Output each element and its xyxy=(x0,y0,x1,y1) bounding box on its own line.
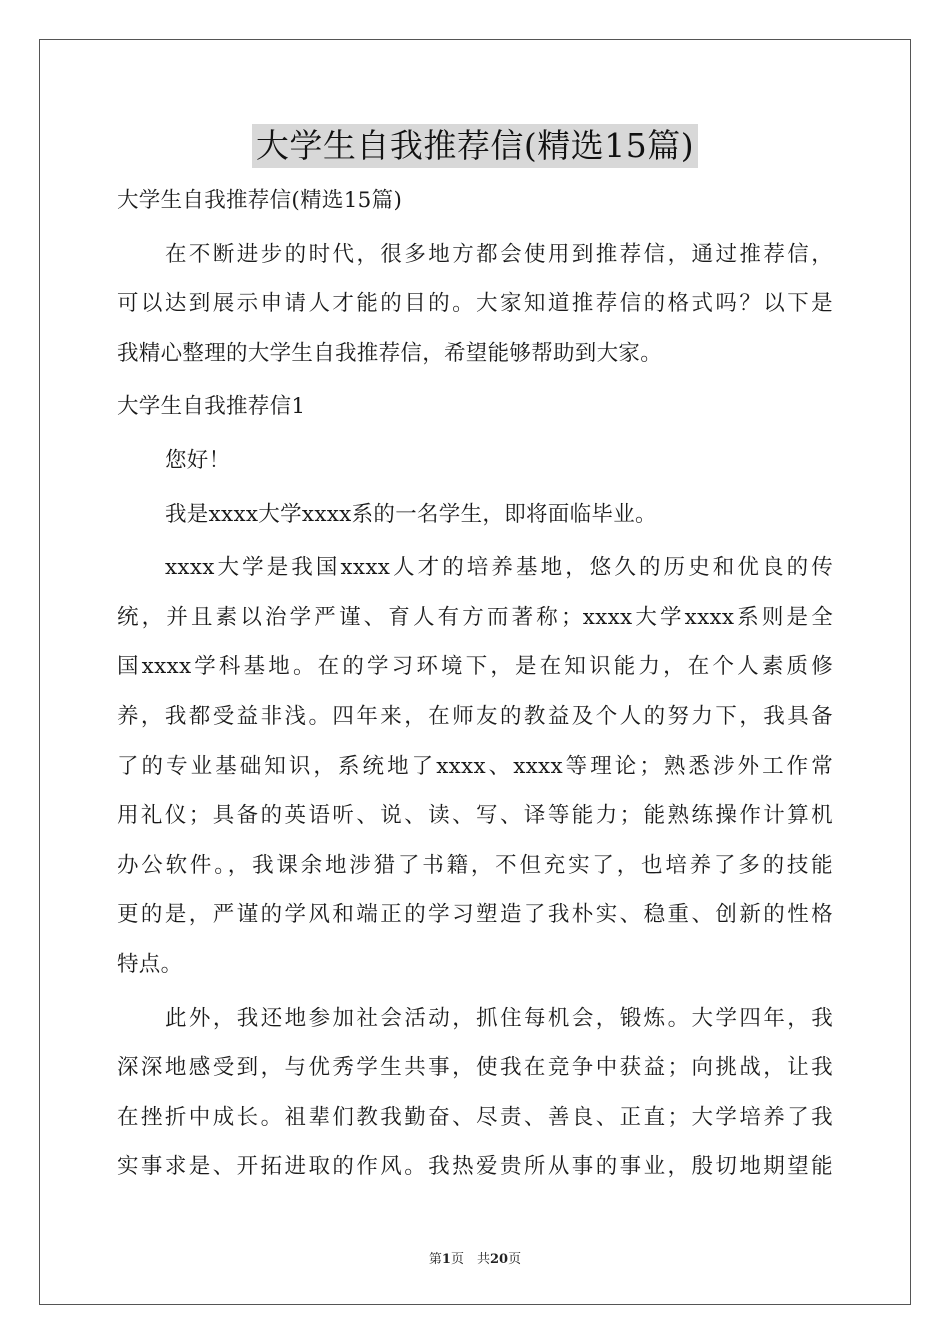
footer-page-suffix: 页 xyxy=(508,1252,522,1267)
subtitle: 大学生自我推荐信(精选15篇) xyxy=(117,188,403,213)
page-footer xyxy=(0,1248,950,1267)
footer-page-number: 1 xyxy=(441,1252,451,1267)
intro-line: 可以达到展示申请人才能的目的。大家知道推荐信的格式吗？以下是 xyxy=(117,291,833,317)
paragraph-2-line: 统，并且素以治学严谨、育人有方而著称；xxxx大学xxxx系则是全 xyxy=(117,604,833,630)
title-wrap xyxy=(0,124,950,168)
paragraph-2-line: 更的是，严谨的学风和端正的学习塑造了我朴实、稳重、创新的性格 xyxy=(117,902,833,928)
paragraph-2-line: 养，我都受益非浅。四年来，在师友的教益及个人的努力下，我具备 xyxy=(117,703,833,729)
paragraph-2-line: 用礼仪；具备的英语听、说、读、写、译等能力；能熟练操作计算机 xyxy=(117,803,833,829)
paragraph-2-line: xxxx大学是我国xxxx人才的培养基地，悠久的历史和优良的传 xyxy=(165,555,833,581)
paragraph-2-line: 特点。 xyxy=(117,951,183,977)
section-heading: 大学生自我推荐信1 xyxy=(117,394,306,420)
intro-line: 在不断进步的时代，很多地方都会使用到推荐信，通过推荐信， xyxy=(165,241,833,267)
footer-page-mid: 页 共 xyxy=(450,1252,490,1267)
paragraph-2-line: 了的专业基础知识，系统地了xxxx、xxxx等理论；熟悉涉外工作常 xyxy=(117,753,833,779)
paragraph-2-line: 办公软件。，我课余地涉猎了书籍，不但充实了，也培养了多的技能 xyxy=(117,852,833,878)
paragraph-3-line: 此外，我还地参加社会活动，抓住每机会，锻炼。大学四年，我 xyxy=(165,1005,833,1031)
paragraph-3-line: 深深地感受到，与优秀学生共事，使我在竞争中获益；向挑战，让我 xyxy=(117,1055,833,1081)
document-body xyxy=(117,176,833,1192)
paragraph-3-line: 实事求是、开拓进取的作风。我热爱贵所从事的事业，殷切地期望能 xyxy=(117,1154,833,1180)
paragraph-2-line: 国xxxx学科基地。在的学习环境下，是在知识能力，在个人素质修 xyxy=(117,654,833,680)
footer-total-pages: 20 xyxy=(489,1252,509,1267)
paragraph-1: 我是xxxx大学xxxx系的一名学生，即将面临毕业。 xyxy=(165,501,657,527)
page-title: 大学生自我推荐信(精选15篇) xyxy=(252,124,698,168)
footer-page-prefix: 第 xyxy=(428,1252,442,1267)
intro-line: 我精心整理的大学生自我推荐信，希望能够帮助到大家。 xyxy=(117,340,663,366)
greeting: 您好！ xyxy=(165,447,231,473)
paragraph-3-line: 在挫折中成长。祖辈们教我勤奋、尽责、善良、正直；大学培养了我 xyxy=(117,1104,833,1130)
